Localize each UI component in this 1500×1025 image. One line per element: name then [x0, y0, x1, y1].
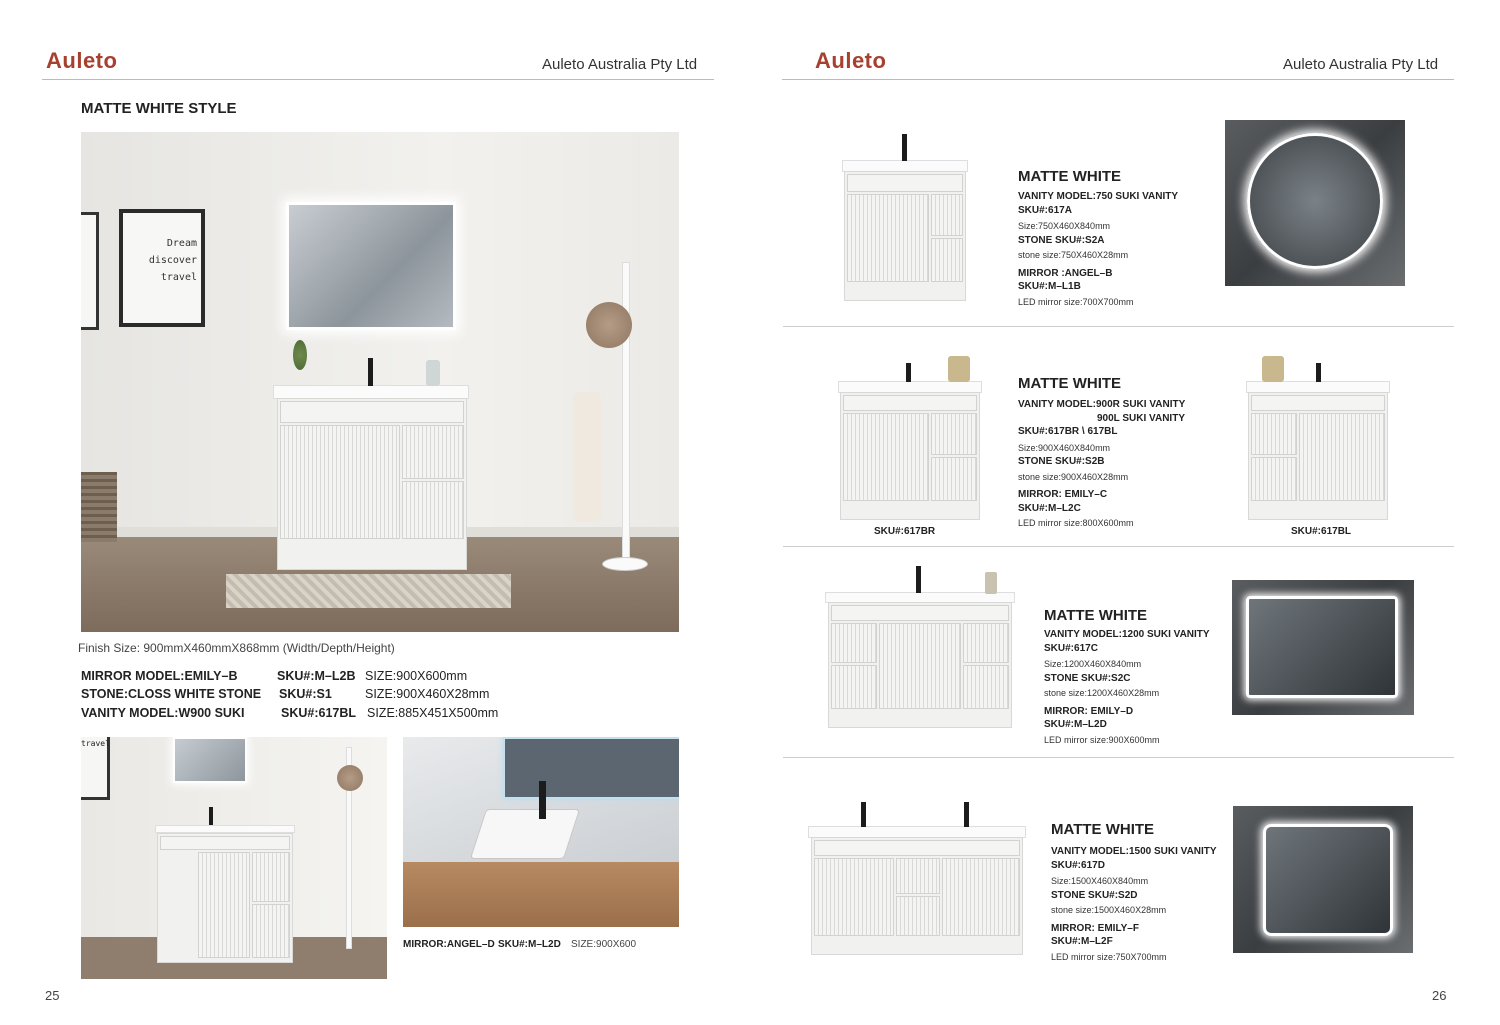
p3-line-6: SKU#:M–L2D	[1044, 719, 1107, 730]
spec-stone-label: STONE:CLOSS WHITE STONE	[81, 687, 262, 701]
p2-line-1: 900L SUKI VANITY	[1097, 412, 1185, 424]
p3-line-0: VANITY MODEL:1200 SUKI VANITY	[1044, 629, 1210, 640]
divider-2	[783, 546, 1454, 547]
company-name-left: Auleto Australia Pty Ltd	[542, 56, 698, 73]
vanity-angle-photo	[81, 737, 387, 979]
product-1-title: MATTE WHITE	[1018, 168, 1122, 185]
product-4-title: MATTE WHITE	[1051, 821, 1155, 838]
spec-mirror-label: MIRROR MODEL:EMILY–B	[81, 669, 238, 683]
p3-line-5: MIRROR: EMILY–D	[1044, 705, 1134, 717]
spec-stone-sku: SKU#:S1	[279, 687, 332, 701]
p1-line-4: stone size:750X460X28mm	[1018, 250, 1129, 260]
vanity-1500-image	[811, 837, 1023, 955]
p4-line-1: SKU#:617D	[1051, 859, 1105, 871]
caption2-size: SIZE:900X600	[571, 939, 637, 950]
p1-line-2: Size:750X460X840mm	[1018, 221, 1111, 231]
p3-line-2: Size:1200X460X840mm	[1044, 659, 1142, 669]
header-rule-left	[42, 79, 714, 80]
divider-1	[783, 326, 1454, 327]
section-title: MATTE WHITE STYLE	[81, 100, 237, 117]
spec-vanity-size: SIZE:885X451X500mm	[367, 706, 499, 720]
p2-line-3: Size:900X460X840mm	[1018, 442, 1111, 453]
p1-line-3: STONE SKU#:S2A	[1018, 234, 1105, 246]
p1-line-5: MIRROR :ANGEL–B	[1018, 267, 1113, 279]
p4-line-6: SKU#:M–L2F	[1051, 936, 1113, 947]
poster-line-1: Dream	[166, 238, 197, 249]
vanity-900r-image	[840, 392, 980, 520]
product-2-title: MATTE WHITE	[1018, 375, 1122, 392]
basin-closeup-photo	[403, 737, 679, 927]
p3-line-4: stone size:1200X460X28mm	[1044, 688, 1160, 698]
hero-photo	[81, 132, 679, 632]
p1-line-1: SKU#:617A	[1018, 204, 1072, 216]
sku-617br-label: SKU#:617BR	[874, 526, 936, 537]
thumb-poster-text: travel	[81, 739, 110, 748]
p4-line-4: stone size:1500X460X28mm	[1051, 905, 1167, 915]
spec-vanity-sku: SKU#:617BL	[281, 706, 357, 720]
product-2-specs	[1018, 398, 1185, 531]
p2-line-6: MIRROR: EMILY–C	[1018, 489, 1108, 500]
led-mirror	[286, 202, 456, 330]
poster-line-3: travel	[160, 272, 197, 283]
p2-line-4: STONE SKU#:S2B	[1018, 456, 1105, 467]
p2-line-7: SKU#:M–L2C	[1018, 502, 1081, 514]
p4-line-7: LED mirror size:750X700mm	[1051, 951, 1167, 962]
product-1-specs	[1018, 190, 1178, 309]
p3-line-7: LED mirror size:900X600mm	[1044, 734, 1160, 745]
p2-line-2: SKU#:617BR \ 617BL	[1018, 426, 1118, 437]
caption2-sku: SKU#:M–L2D	[498, 939, 561, 950]
brand-logo-right: Auleto	[815, 48, 887, 73]
hero-vanity	[277, 398, 467, 570]
caption2-label: MIRROR:ANGEL–D	[403, 939, 495, 950]
poster-line-2: discover	[148, 255, 197, 266]
divider-3	[783, 757, 1454, 758]
round-mirror-photo	[1225, 120, 1405, 286]
p2-line-0: VANITY MODEL:900R SUKI VANITY	[1018, 399, 1186, 410]
p1-line-6: SKU#:M–L1B	[1018, 281, 1081, 292]
product-3-specs	[1044, 628, 1210, 747]
brand-logo-left: Auleto	[46, 48, 118, 73]
page-number-right: 26	[1432, 988, 1447, 1003]
vanity-900l-image	[1248, 392, 1388, 520]
vanity-750-image	[844, 171, 966, 301]
page-number-left: 25	[45, 988, 60, 1003]
p2-line-8: LED mirror size:800X600mm	[1018, 518, 1134, 528]
header-rule-right	[782, 79, 1454, 80]
p4-line-2: Size:1500X460X840mm	[1051, 876, 1149, 886]
wall-poster	[119, 209, 205, 327]
p2-line-5: stone size:900X460X28mm	[1018, 471, 1129, 482]
company-name-right: Auleto Australia Pty Ltd	[1283, 56, 1439, 73]
p3-line-1: SKU#:617C	[1044, 642, 1098, 654]
rect-mirror-photo-d	[1232, 580, 1414, 715]
p4-line-0: VANITY MODEL:1500 SUKI VANITY	[1051, 846, 1217, 857]
vanity-1200-image	[828, 602, 1012, 728]
p3-line-3: STONE SKU#:S2C	[1044, 672, 1131, 684]
spec-stone-size: SIZE:900X460X28mm	[365, 687, 490, 701]
product-4-specs	[1051, 845, 1217, 964]
p4-line-3: STONE SKU#:S2D	[1051, 889, 1138, 901]
product-3-title: MATTE WHITE	[1044, 607, 1148, 624]
thumb-poster	[81, 737, 110, 800]
spec-vanity-label: VANITY MODEL:W900 SUKI	[81, 706, 245, 720]
p1-line-0: VANITY MODEL:750 SUKI VANITY	[1018, 191, 1179, 202]
spec-mirror-size: SIZE:900X600mm	[365, 669, 468, 683]
sku-617bl-label: SKU#:617BL	[1291, 526, 1352, 537]
p1-line-7: LED mirror size:700X700mm	[1018, 296, 1134, 307]
finish-size: Finish Size: 900mmX460mmX868mm (Width/Depth/Height)	[78, 641, 395, 655]
p4-line-5: MIRROR: EMILY–F	[1051, 922, 1139, 934]
spec-mirror-sku: SKU#:M–L2B	[277, 669, 356, 683]
rect-mirror-photo-f	[1233, 806, 1413, 953]
